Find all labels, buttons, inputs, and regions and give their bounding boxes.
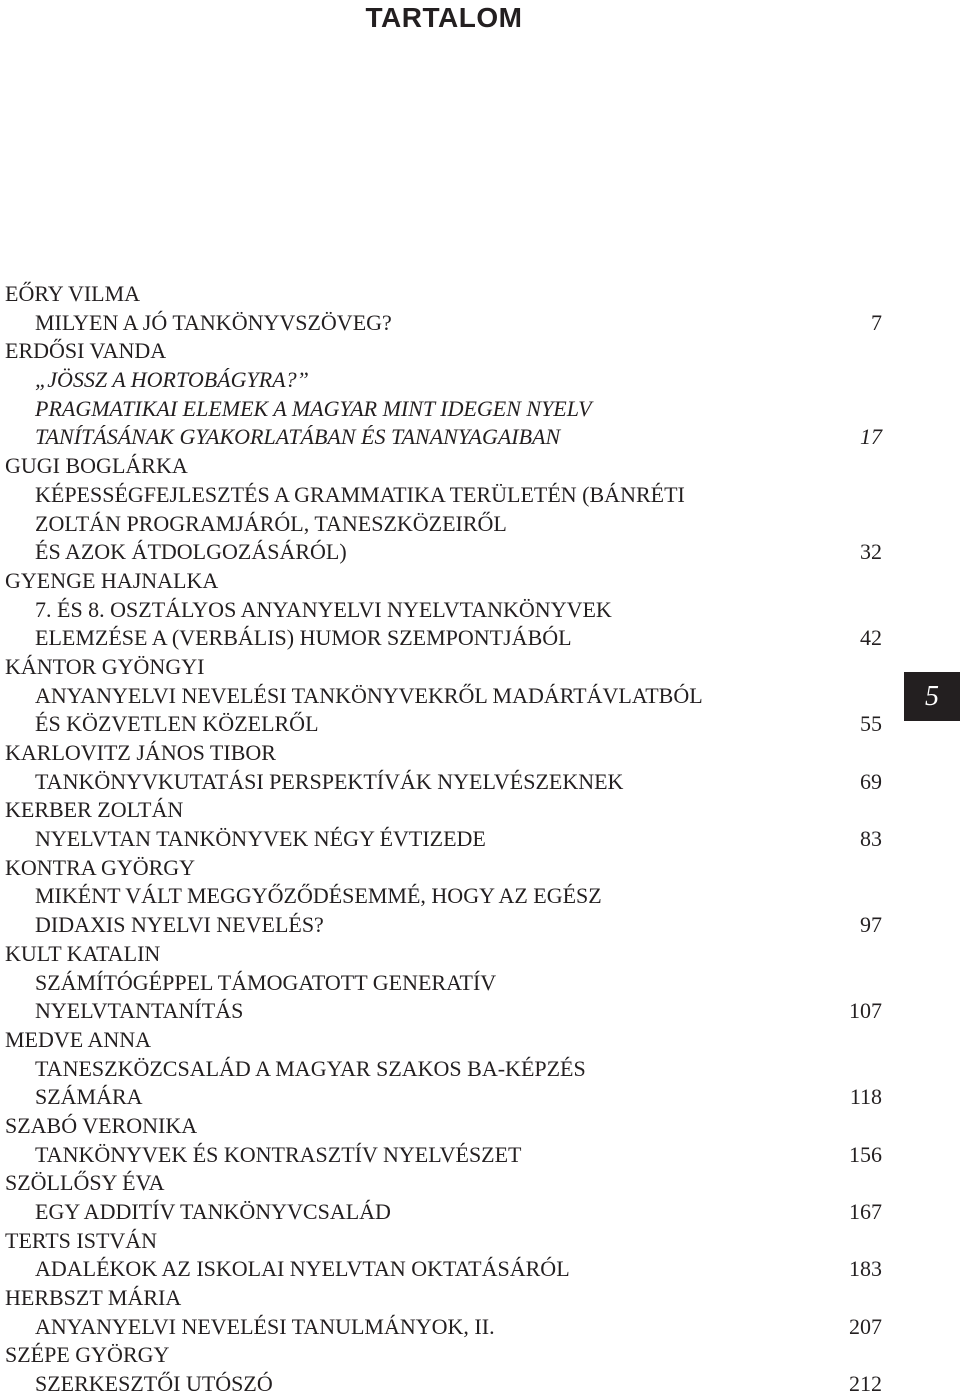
toc-entry-title[interactable] (5, 481, 885, 510)
toc-entry-title[interactable] (5, 538, 885, 567)
toc-title-text: KÉPESSÉGFEJLESZTÉS A GRAMMATIKA TERÜLETÉN (BÁNRÉTI (35, 481, 685, 507)
toc-page-number: 107 (849, 998, 882, 1024)
toc-entry-title[interactable] (5, 1255, 885, 1284)
toc-entry-title[interactable] (5, 682, 885, 711)
toc-author: KÁNTOR GYÖNGYI (5, 653, 205, 679)
toc-title-text: „JÖSSZ A HORTOBÁGYRA?” (35, 367, 309, 393)
toc-entry-title[interactable] (5, 768, 885, 797)
toc-author: KULT KATALIN (5, 940, 161, 966)
toc-entry-title[interactable] (5, 710, 885, 739)
toc-author: ERDŐSI VANDA (5, 338, 167, 364)
toc-entry-title[interactable] (5, 1141, 885, 1170)
toc-title-text: ADALÉKOK AZ ISKOLAI NYELVTAN OKTATÁSÁRÓL (35, 1256, 570, 1282)
toc-title-text: MIKÉNT VÁLT MEGGYŐZŐDÉSEMMÉ, HOGY AZ EGÉSZ (35, 883, 602, 909)
toc-entry-title[interactable] (5, 1313, 885, 1342)
toc-title-text: DIDAXIS NYELVI NEVELÉS? (35, 912, 324, 938)
toc-page-number: 7 (871, 309, 882, 335)
toc-entry-title[interactable] (5, 309, 885, 338)
toc-title-text: ZOLTÁN PROGRAMJÁRÓL, TANESZKÖZEIRŐL (35, 510, 507, 536)
toc-author: HERBSZT MÁRIA (5, 1285, 182, 1311)
toc-author: GUGI BOGLÁRKA (5, 453, 188, 479)
toc-title-text: MILYEN A JÓ TANKÖNYVSZÖVEG? (35, 309, 392, 335)
page-title: TARTALOM (365, 2, 523, 33)
toc-title-text: ÉS KÖZVETLEN KÖZELRŐL (35, 711, 319, 737)
toc-entry-title[interactable] (5, 825, 885, 854)
toc-entry-title[interactable] (5, 366, 885, 395)
toc-author: KERBER ZOLTÁN (5, 797, 184, 823)
toc-entry-title[interactable] (5, 510, 885, 539)
toc-title-text: ELEMZÉSE A (VERBÁLIS) HUMOR SZEMPONTJÁBÓL (35, 625, 572, 651)
toc-entry-title[interactable] (5, 1083, 885, 1112)
toc-page-number: 167 (849, 1199, 882, 1224)
toc-entry-title[interactable] (5, 395, 885, 424)
toc-entry-title[interactable] (5, 911, 885, 940)
toc-author: TERTS ISTVÁN (5, 1227, 158, 1253)
toc-title-text: TANÍTÁSÁNAK GYAKORLATÁBAN ÉS TANANYAGAIBAN (35, 424, 561, 450)
toc-author: EŐRY VILMA (5, 281, 141, 306)
toc-page-number: 69 (860, 768, 882, 794)
toc-author: SZÉPE GYÖRGY (5, 1342, 170, 1368)
toc-page-number: 207 (849, 1313, 882, 1339)
toc-page-number: 32 (860, 539, 882, 565)
toc-page-number: 83 (860, 826, 882, 852)
page-number-tab: 5 (904, 672, 960, 721)
toc-entry-title[interactable] (5, 624, 885, 653)
toc-title-text: SZÁMÁRA (35, 1084, 143, 1110)
toc-entry-title[interactable] (5, 1198, 885, 1227)
toc-page-number: 156 (849, 1141, 882, 1167)
toc-title-text: TANKÖNYVKUTATÁSI PERSPEKTÍVÁK NYELVÉSZEKNEK (35, 768, 624, 794)
toc-title-text: PRAGMATIKAI ELEMEK A MAGYAR MINT IDEGEN NYELV (35, 395, 592, 421)
toc-author: SZABÓ VERONIKA (5, 1112, 198, 1138)
toc-entry-title[interactable] (5, 596, 885, 625)
toc-title-text: SZERKESZTŐI UTÓSZÓ (35, 1371, 273, 1397)
toc-author: MEDVE ANNA (5, 1026, 152, 1052)
toc-entry-title[interactable] (5, 882, 885, 911)
toc-page-number: 55 (860, 711, 882, 737)
toc-title-text: 7. ÉS 8. OSZTÁLYOS ANYANYELVI NYELVTANKÖNYVEK (35, 596, 612, 622)
toc-entry-title[interactable] (5, 997, 885, 1026)
toc-author: KARLOVITZ JÁNOS TIBOR (5, 740, 276, 765)
toc-entry-title[interactable] (5, 969, 885, 998)
table-of-contents (5, 280, 885, 1399)
toc-title-text: NYELVTAN TANKÖNYVEK NÉGY ÉVTIZEDE (35, 826, 486, 852)
toc-page-number: 42 (860, 625, 882, 651)
toc-page-number: 17 (860, 424, 882, 450)
toc-title-text: ANYANYELVI NEVELÉSI TANULMÁNYOK, II. (35, 1313, 495, 1339)
toc-title-text: SZÁMÍTÓGÉPPEL TÁMOGATOTT GENERATÍV (35, 969, 497, 995)
toc-page-number: 97 (860, 912, 882, 938)
toc-author: GYENGE HAJNALKA (5, 567, 219, 593)
toc-author: SZÖLLŐSY ÉVA (5, 1170, 165, 1196)
toc-page-number: 118 (849, 1084, 882, 1110)
toc-entry-title[interactable] (5, 1055, 885, 1084)
toc-entry-title[interactable] (5, 423, 885, 452)
toc-title-text: EGY ADDITÍV TANKÖNYVCSALÁD (35, 1199, 391, 1224)
toc-title-text: NYELVTANTANÍTÁS (35, 998, 244, 1024)
toc-title-text: ÉS AZOK ÁTDOLGOZÁSÁRÓL) (35, 539, 347, 565)
toc-author: KONTRA GYÖRGY (5, 854, 196, 880)
toc-title-text: TANKÖNYVEK ÉS KONTRASZTÍV NYELVÉSZET (35, 1141, 522, 1167)
toc-title-text: TANESZKÖZCSALÁD A MAGYAR SZAKOS BA-KÉPZÉS (35, 1055, 586, 1081)
toc-entry-title[interactable] (5, 1370, 885, 1399)
toc-title-text: ANYANYELVI NEVELÉSI TANKÖNYVEKRŐL MADÁRTÁVLATBÓL (35, 682, 703, 708)
toc-page-number: 212 (849, 1371, 882, 1397)
toc-page-number: 183 (849, 1256, 882, 1282)
